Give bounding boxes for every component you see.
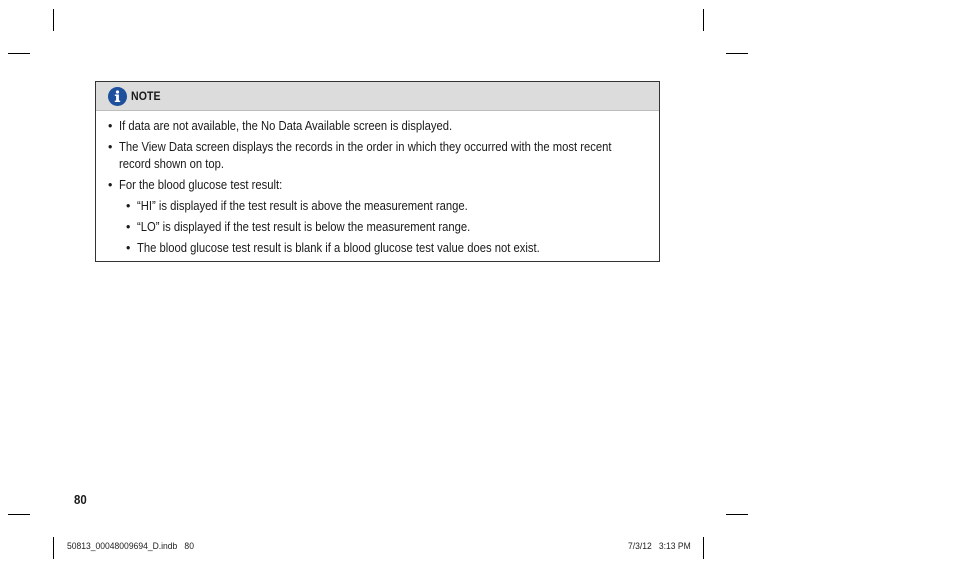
note-item	[108, 118, 645, 135]
info-icon	[108, 87, 127, 106]
bullet: •	[126, 199, 131, 213]
note-sub-item	[126, 219, 645, 236]
bullet: •	[108, 178, 113, 192]
note-title: NOTE	[131, 89, 161, 103]
crop-mark-bottom-left-horizontal	[8, 514, 30, 515]
note-body	[96, 111, 659, 257]
note-sub-item-text: “HI” is displayed if the test result is above the measurement range.	[137, 199, 468, 213]
note-item-text: If data are not available, the No Data Available screen is displayed.	[119, 119, 453, 133]
slug-timestamp: 7/3/12 3:13 PM	[628, 541, 691, 552]
crop-mark-bottom-left-vertical	[53, 537, 54, 559]
note-sub-item	[126, 240, 645, 257]
crop-mark-bottom-right-horizontal	[726, 514, 748, 515]
bullet: •	[126, 220, 131, 234]
note-sub-item-text: “LO” is displayed if the test result is below the measurement range.	[137, 220, 471, 234]
note-sub-item-text: The blood glucose test result is blank if a blood glucose test value does not exist.	[137, 241, 540, 255]
note-item-text: For the blood glucose test result:	[119, 178, 283, 192]
note-header	[96, 82, 659, 111]
note-item-text: The View Data screen displays the records in the order in which they occurred with the most recent record shown on top.	[119, 140, 612, 171]
bullet: •	[126, 241, 131, 255]
note-item	[108, 177, 645, 194]
crop-mark-bottom-right-vertical	[703, 537, 704, 559]
crop-mark-top-left-vertical	[53, 9, 54, 31]
bullet: •	[108, 119, 113, 133]
crop-mark-top-right-horizontal	[726, 53, 748, 54]
crop-mark-top-left-horizontal	[8, 53, 30, 54]
note-sub-item	[126, 198, 645, 215]
page-number: 80	[74, 492, 87, 507]
crop-mark-top-right-vertical	[703, 9, 704, 31]
bullet: •	[108, 140, 113, 154]
note-box	[95, 81, 660, 262]
slug-file-name: 50813_00048009694_D.indb 80	[67, 541, 194, 552]
note-item	[108, 139, 645, 173]
